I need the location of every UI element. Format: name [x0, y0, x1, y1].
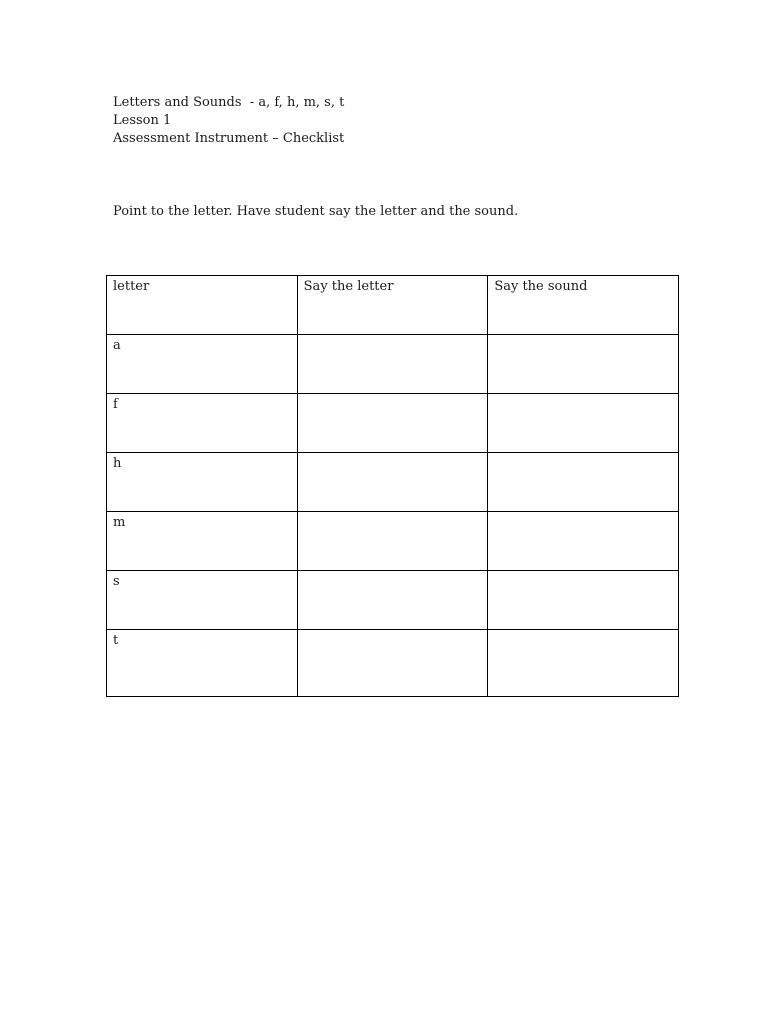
say-letter-cell[interactable] — [297, 394, 488, 453]
say-letter-cell[interactable] — [297, 571, 488, 630]
column-header-say-sound: Say the sound — [488, 276, 679, 335]
table-row — [107, 630, 679, 697]
say-sound-cell[interactable] — [488, 335, 679, 394]
say-letter-cell[interactable] — [297, 453, 488, 512]
say-letter-cell[interactable] — [297, 512, 488, 571]
say-sound-cell[interactable] — [488, 512, 679, 571]
say-letter-cell[interactable] — [297, 335, 488, 394]
say-letter-cell[interactable] — [297, 630, 488, 697]
document-header — [113, 94, 344, 148]
table-header-row — [107, 276, 679, 335]
letter-cell: f — [107, 394, 298, 453]
letter-cell: m — [107, 512, 298, 571]
say-sound-cell[interactable] — [488, 571, 679, 630]
table-row — [107, 453, 679, 512]
instruction-text: Point to the letter. Have student say the letter and the sound. — [113, 204, 519, 219]
column-header-say-letter: Say the letter — [297, 276, 488, 335]
letter-cell: a — [107, 335, 298, 394]
table-row — [107, 512, 679, 571]
letter-cell: s — [107, 571, 298, 630]
say-sound-cell[interactable] — [488, 630, 679, 697]
document-title: Letters and Sounds - a, f, h, m, s, t — [113, 95, 345, 110]
letter-cell: h — [107, 453, 298, 512]
say-sound-cell[interactable] — [488, 394, 679, 453]
table-row — [107, 571, 679, 630]
say-sound-cell[interactable] — [488, 453, 679, 512]
table-row — [107, 394, 679, 453]
checklist-table — [106, 275, 679, 697]
document-subtitle: Assessment Instrument – Checklist — [113, 131, 345, 146]
column-header-letter: letter — [107, 276, 298, 335]
table-row — [107, 335, 679, 394]
letter-cell: t — [107, 630, 298, 697]
lesson-label: Lesson 1 — [113, 113, 172, 128]
